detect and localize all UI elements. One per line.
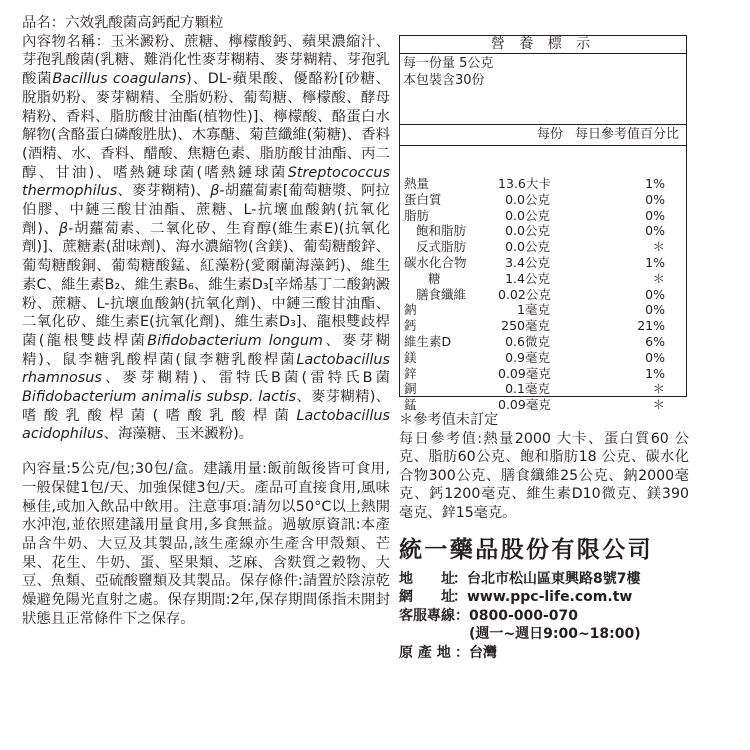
ingredient-text: 、海藻糖、玉米澱粉)。 <box>103 426 254 443</box>
nutrient-daily-value: ＊ <box>652 381 665 397</box>
nutrition-facts-table <box>399 35 687 413</box>
nutrient-amount: 0.1毫克 <box>505 381 550 397</box>
nutrient-name: 維生素D <box>404 334 452 349</box>
usage-and-storage: 內容量:5公克/包;30包/盒。建議用量:飯前飯後皆可食用,一般保健1包/天、加強保健3包/天。產品可直接食用,風味極佳,或加入飲品中飲用。注意事項:請勿以50°C以上熱開水沖泡,並依照建議用量食用,多食無益。過敏原資訊:本產品含牛奶、大豆及其製品,該生產線亦生產含甲殼類、芒果、花生、牛奶、蛋、堅果類、芝麻、含麩質之穀物、大豆、魚類、亞硫酸鹽類及其製品。保存條件:請置於陰涼乾燥避免陽光直射之處。保存期間:2年,保存期間係指未開封狀態且正常條件下之保存。 <box>22 461 390 627</box>
nutrient-name: 蛋白質 <box>404 191 442 207</box>
nutrient-amount: 1毫克 <box>517 302 550 318</box>
ingredient-text: 、麥芽糊精)、鼠李糖乳酸桿菌(鼠李糖乳酸桿菌 <box>22 332 390 368</box>
nutrient-name: 鈣 <box>404 318 417 334</box>
nutrient-name: 脂肪 <box>404 207 430 223</box>
nutrition-row <box>400 302 686 318</box>
scientific-name: Lactobacillus acidophilus <box>22 407 390 443</box>
address-value: ：台北市松山區東興路8號7樓 <box>453 571 641 587</box>
nutrient-daily-value: 0% <box>645 223 665 239</box>
ingredient-text: 、麥芽糊精)、雷特氏B菌(雷特氏B菌 <box>101 370 390 387</box>
nutrition-row <box>400 271 686 287</box>
product-label-text <box>22 14 390 629</box>
nutrient-name: 鈉 <box>404 302 417 318</box>
nutrient-name: 碳水化合物 <box>404 255 467 270</box>
nutrient-daily-value: 1% <box>645 176 665 191</box>
ingredient-text: 內容物名稱：玉米澱粉、蔗糖、檸檬酸鈣、蘋果濃縮汁、芽孢乳酸菌(乳糖、難消化性麥芽糊精、麥芽糊精、芽孢乳酸菌 <box>22 33 390 88</box>
address-label: 地 址 <box>399 571 455 587</box>
nutrient-name: 糖 <box>428 270 441 286</box>
nutrient-daily-value: 1% <box>645 255 665 270</box>
nutrition-row <box>400 208 686 224</box>
nutrient-daily-value: 0% <box>645 286 665 302</box>
nutrition-row <box>400 366 686 382</box>
nutrient-name: 膳食纖維 <box>416 286 467 302</box>
nutrient-amount: 250毫克 <box>501 318 550 334</box>
website-value: ：www.ppc-life.com.tw <box>453 589 633 606</box>
nutrition-row <box>400 176 686 192</box>
nutrient-amount: 0.9毫克 <box>505 349 550 365</box>
nutrient-name: 反式脂肪 <box>416 239 467 255</box>
nutrient-amount: 0.0公克 <box>505 207 550 223</box>
nutrient-daily-value: 0% <box>645 349 665 365</box>
nutrition-row <box>400 381 686 397</box>
nutrient-daily-value: ＊ <box>652 397 665 413</box>
nutrient-amount: 0.02公克 <box>498 286 551 302</box>
reference-note: ＊參考值未訂定 <box>399 412 499 428</box>
reference-values <box>399 411 689 522</box>
hotline-label: 客服專線 <box>399 607 455 624</box>
nutrition-row <box>400 239 686 255</box>
nutrient-daily-value: ＊ <box>652 239 665 255</box>
servings-per-pack: 本包裝含30份 <box>403 73 485 88</box>
ingredient-text: )、DL-蘋果酸、優酪粉[砂糖、脫脂奶粉、麥芽糊精、全脂奶粉、葡萄糖、檸檬酸、酵母精粉、香料、脂肪酸甘油酯(植物性)]、檸檬酸、酪蛋白水解物(含酪蛋白磷酸胜肽)、木寡醣、菊苣纖維(菊糖)、香料(酒精、水、香料、醋酸、焦糖色素、脂肪酸甘油酯、丙二醇、甘油)、嗜熱鏈球菌(嗜熱鏈球菌 <box>22 71 390 181</box>
ingredient-text: -胡蘿蔔素[葡萄糖漿、阿拉伯膠、中鏈三酸甘油酯、蔗糖、L-抗壞血酸鈉(抗氧化劑)、 <box>22 183 390 237</box>
nutrient-amount: 3.4公克 <box>505 255 550 270</box>
ingredient-text: -胡蘿蔔素、二氧化矽、生育醇(維生素E)(抗氧化劑)]、蔗糖素(甜味劑)、海水濃縮物(含鎂)、葡萄糖酸鋅、葡萄糖酸銅、葡萄糖酸錳、紅藻粉(愛爾蘭海藻鈣)、維生素C、維生素B₂、維生素B₆、維生素D₃[辛烯基丁二酸鈉澱粉、蔗糖、L-抗壞血酸鈉(抗氧化劑)、中鏈三酸甘油酯、二氧化矽、維生素E(抗氧化劑)、維生素D₃]、龍根雙歧桿菌(龍根雙歧桿菌 <box>22 220 390 349</box>
col-per-serving: 每份 <box>536 127 563 142</box>
hotline-value: ：0800-000-070 <box>455 607 579 624</box>
nutrient-amount: 13.6大卡 <box>498 176 551 191</box>
origin-label: 原 產 地 <box>399 644 451 661</box>
website-label: 網 址 <box>399 589 455 606</box>
nutrition-column-header <box>400 124 686 146</box>
nutrient-daily-value: 1% <box>645 365 665 381</box>
nutrient-daily-value: 0% <box>645 191 665 207</box>
nutrient-daily-value: 0% <box>645 207 665 223</box>
nutrition-row <box>400 350 686 366</box>
nutrient-amount: 0.6微克 <box>505 334 550 349</box>
scientific-name: Bacillus coagulans <box>52 71 187 88</box>
nutrient-amount: 0.0公克 <box>505 191 550 207</box>
ingredient-text: 、麥芽糊精)、 <box>117 183 211 200</box>
ingredient-text: 、麥芽糊精)、嗜酸乳酸桿菌(嗜酸乳酸桿菌 <box>22 389 390 424</box>
nutrient-name: 銅 <box>404 381 417 397</box>
serving-size: 每一份量 5公克 <box>403 56 494 71</box>
product-name: 品名：六效乳酸菌高鈣配方顆粒 <box>22 15 224 31</box>
nutrient-daily-value: 0% <box>645 302 665 318</box>
nutrition-row <box>400 223 686 239</box>
nutrition-row <box>400 334 686 350</box>
nutrient-amount: 0.09毫克 <box>498 397 551 413</box>
nutrient-name: 熱量 <box>404 176 430 191</box>
nutrient-amount: 0.0公克 <box>505 223 550 239</box>
service-hours: (週一~週日9:00~18:00) <box>469 626 641 643</box>
nutrition-row <box>400 192 686 208</box>
company-name: 統一藥品股份有限公司 <box>399 537 653 563</box>
nutrient-name: 鎂 <box>404 349 417 365</box>
nutrient-name: 錳 <box>404 397 417 413</box>
scientific-name: Lactobacillus rhamnosus <box>22 351 390 387</box>
nutrient-amount: 0.0公克 <box>505 239 550 255</box>
nutrition-title: 營 養 標 示 <box>400 36 686 54</box>
reference-text: 每日參考值:熱量2000 大卡、蛋白質60 公克、脂肪60公克、飽和脂肪18 公克、碳水化合物300公克、膳食纖維25公克、鈉2000毫克、鈣1200毫克、維生素D10微克、鎂390毫克、鋅15毫克。 <box>399 430 689 521</box>
scientific-name: β <box>58 220 69 237</box>
nutrient-daily-value: ＊ <box>652 270 665 286</box>
nutrient-daily-value: 6% <box>645 334 665 349</box>
scientific-name: Streptococcus thermophilus <box>22 164 390 200</box>
scientific-name: β <box>210 183 220 200</box>
scientific-name: Bifidobacterium longum <box>147 332 323 349</box>
nutrition-row <box>400 318 686 334</box>
origin-value: ：台灣 <box>455 644 497 661</box>
nutrient-amount: 1.4公克 <box>505 270 550 286</box>
nutrition-row <box>400 287 686 303</box>
nutrient-name: 鋅 <box>404 365 417 381</box>
nutrition-row <box>400 255 686 271</box>
ingredients-list <box>22 33 390 444</box>
col-daily-value: 每日參考值百分比 <box>574 127 679 142</box>
scientific-name: Bifidobacterium animalis subsp. lactis <box>22 389 297 406</box>
nutrient-daily-value: 21% <box>637 318 665 334</box>
nutrient-amount: 0.09毫克 <box>498 365 551 381</box>
nutrient-name: 飽和脂肪 <box>416 223 467 239</box>
